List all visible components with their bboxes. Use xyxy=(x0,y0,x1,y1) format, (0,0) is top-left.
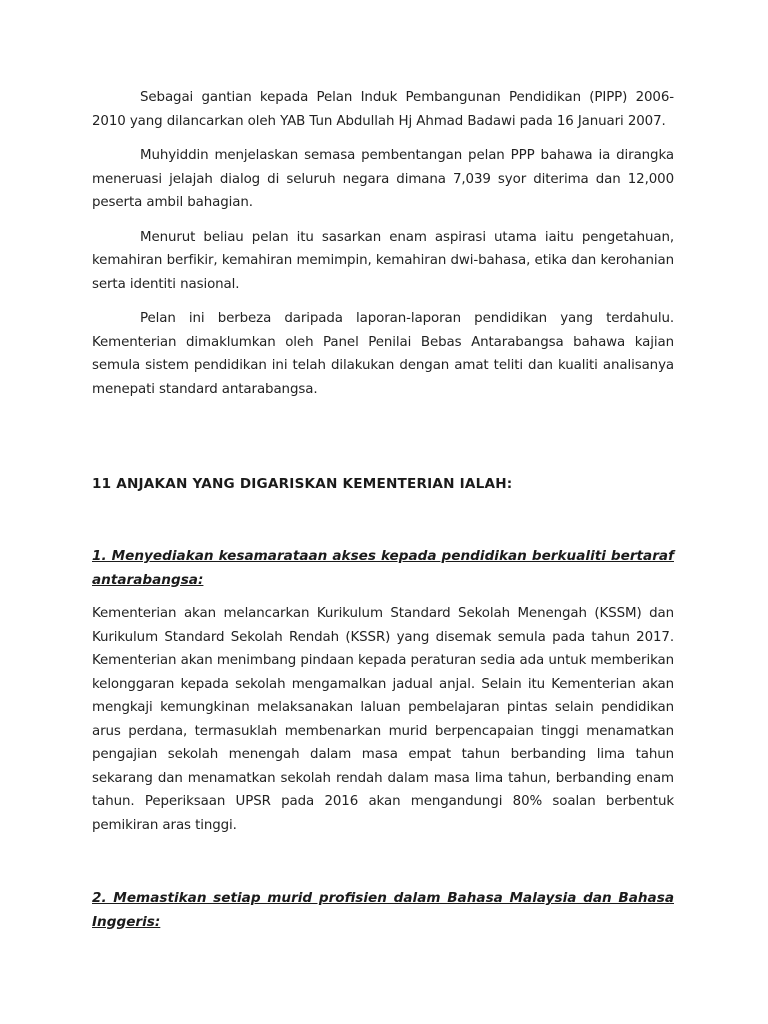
paragraph-4: Pelan ini berbeza daripada laporan-laporan pendidikan yang terdahulu. Kementerian dimaklumkan oleh Panel Penilai Bebas Antarabangsa bahawa kajian semula sistem pendidikan ini telah dilakukan dengan amat teliti dan kualiti analisanya menepati standard antarabangsa. xyxy=(92,311,674,397)
intro-paragraphs xyxy=(92,86,674,401)
section-2-heading: 2. Memastikan setiap murid profisien dalam Bahasa Malaysia dan Bahasa Inggeris: xyxy=(92,890,674,930)
section-1-body xyxy=(92,602,674,837)
section-1-heading: 1. Menyediakan kesamarataan akses kepada pendidikan berkualiti bertaraf antarabangsa: xyxy=(92,548,674,588)
main-heading: 11 ANJAKAN YANG DIGARISKAN KEMENTERIAN IALAH: xyxy=(92,476,513,492)
paragraph-3: Menurut beliau pelan itu sasarkan enam aspirasi utama iaitu pengetahuan, kemahiran berfikir, kemahiran memimpin, kemahiran dwi-bahasa, etika dan kerohanian serta identiti nasional. xyxy=(92,229,674,292)
paragraph-1: Sebagai gantian kepada Pelan Induk Pembangunan Pendidikan (PIPP) 2006-2010 yang dilancarkan oleh YAB Tun Abdullah Hj Ahmad Badawi pada 16 Januari 2007. xyxy=(92,90,674,129)
paragraph-2: Muhyiddin menjelaskan semasa pembentangan pelan PPP bahawa ia dirangka meneruasi jelajah dialog di seluruh negara dimana 7,039 syor diterima dan 12,000 peserta ambil bahagian. xyxy=(92,148,674,210)
section-1-paragraph: Kementerian akan melancarkan Kurikulum Standard Sekolah Menengah (KSSM) dan Kurikulum Standard Sekolah Rendah (KSSR) yang disemak semula pada tahun 2017. Kementerian akan menimbang pindaan kepada peraturan sedia ada untuk memberikan kelonggaran kepada sekolah mengamalkan jadual anjal. Selain itu Kementerian akan mengkaji kemungkinan melaksanakan laluan pembelajaran pintas selain pendidikan arus perdana, termasuklah membenarkan murid berpencapaian tinggi menamatkan pengajian sekolah menengah dalam masa empat tahun berbanding lima tahun sekarang dan menamatkan sekolah rendah dalam masa lima tahun, berbanding enam tahun. Peperiksaan UPSR pada 2016 akan mengandungi 80% soalan berbentuk pemikiran aras tinggi. xyxy=(92,606,674,833)
